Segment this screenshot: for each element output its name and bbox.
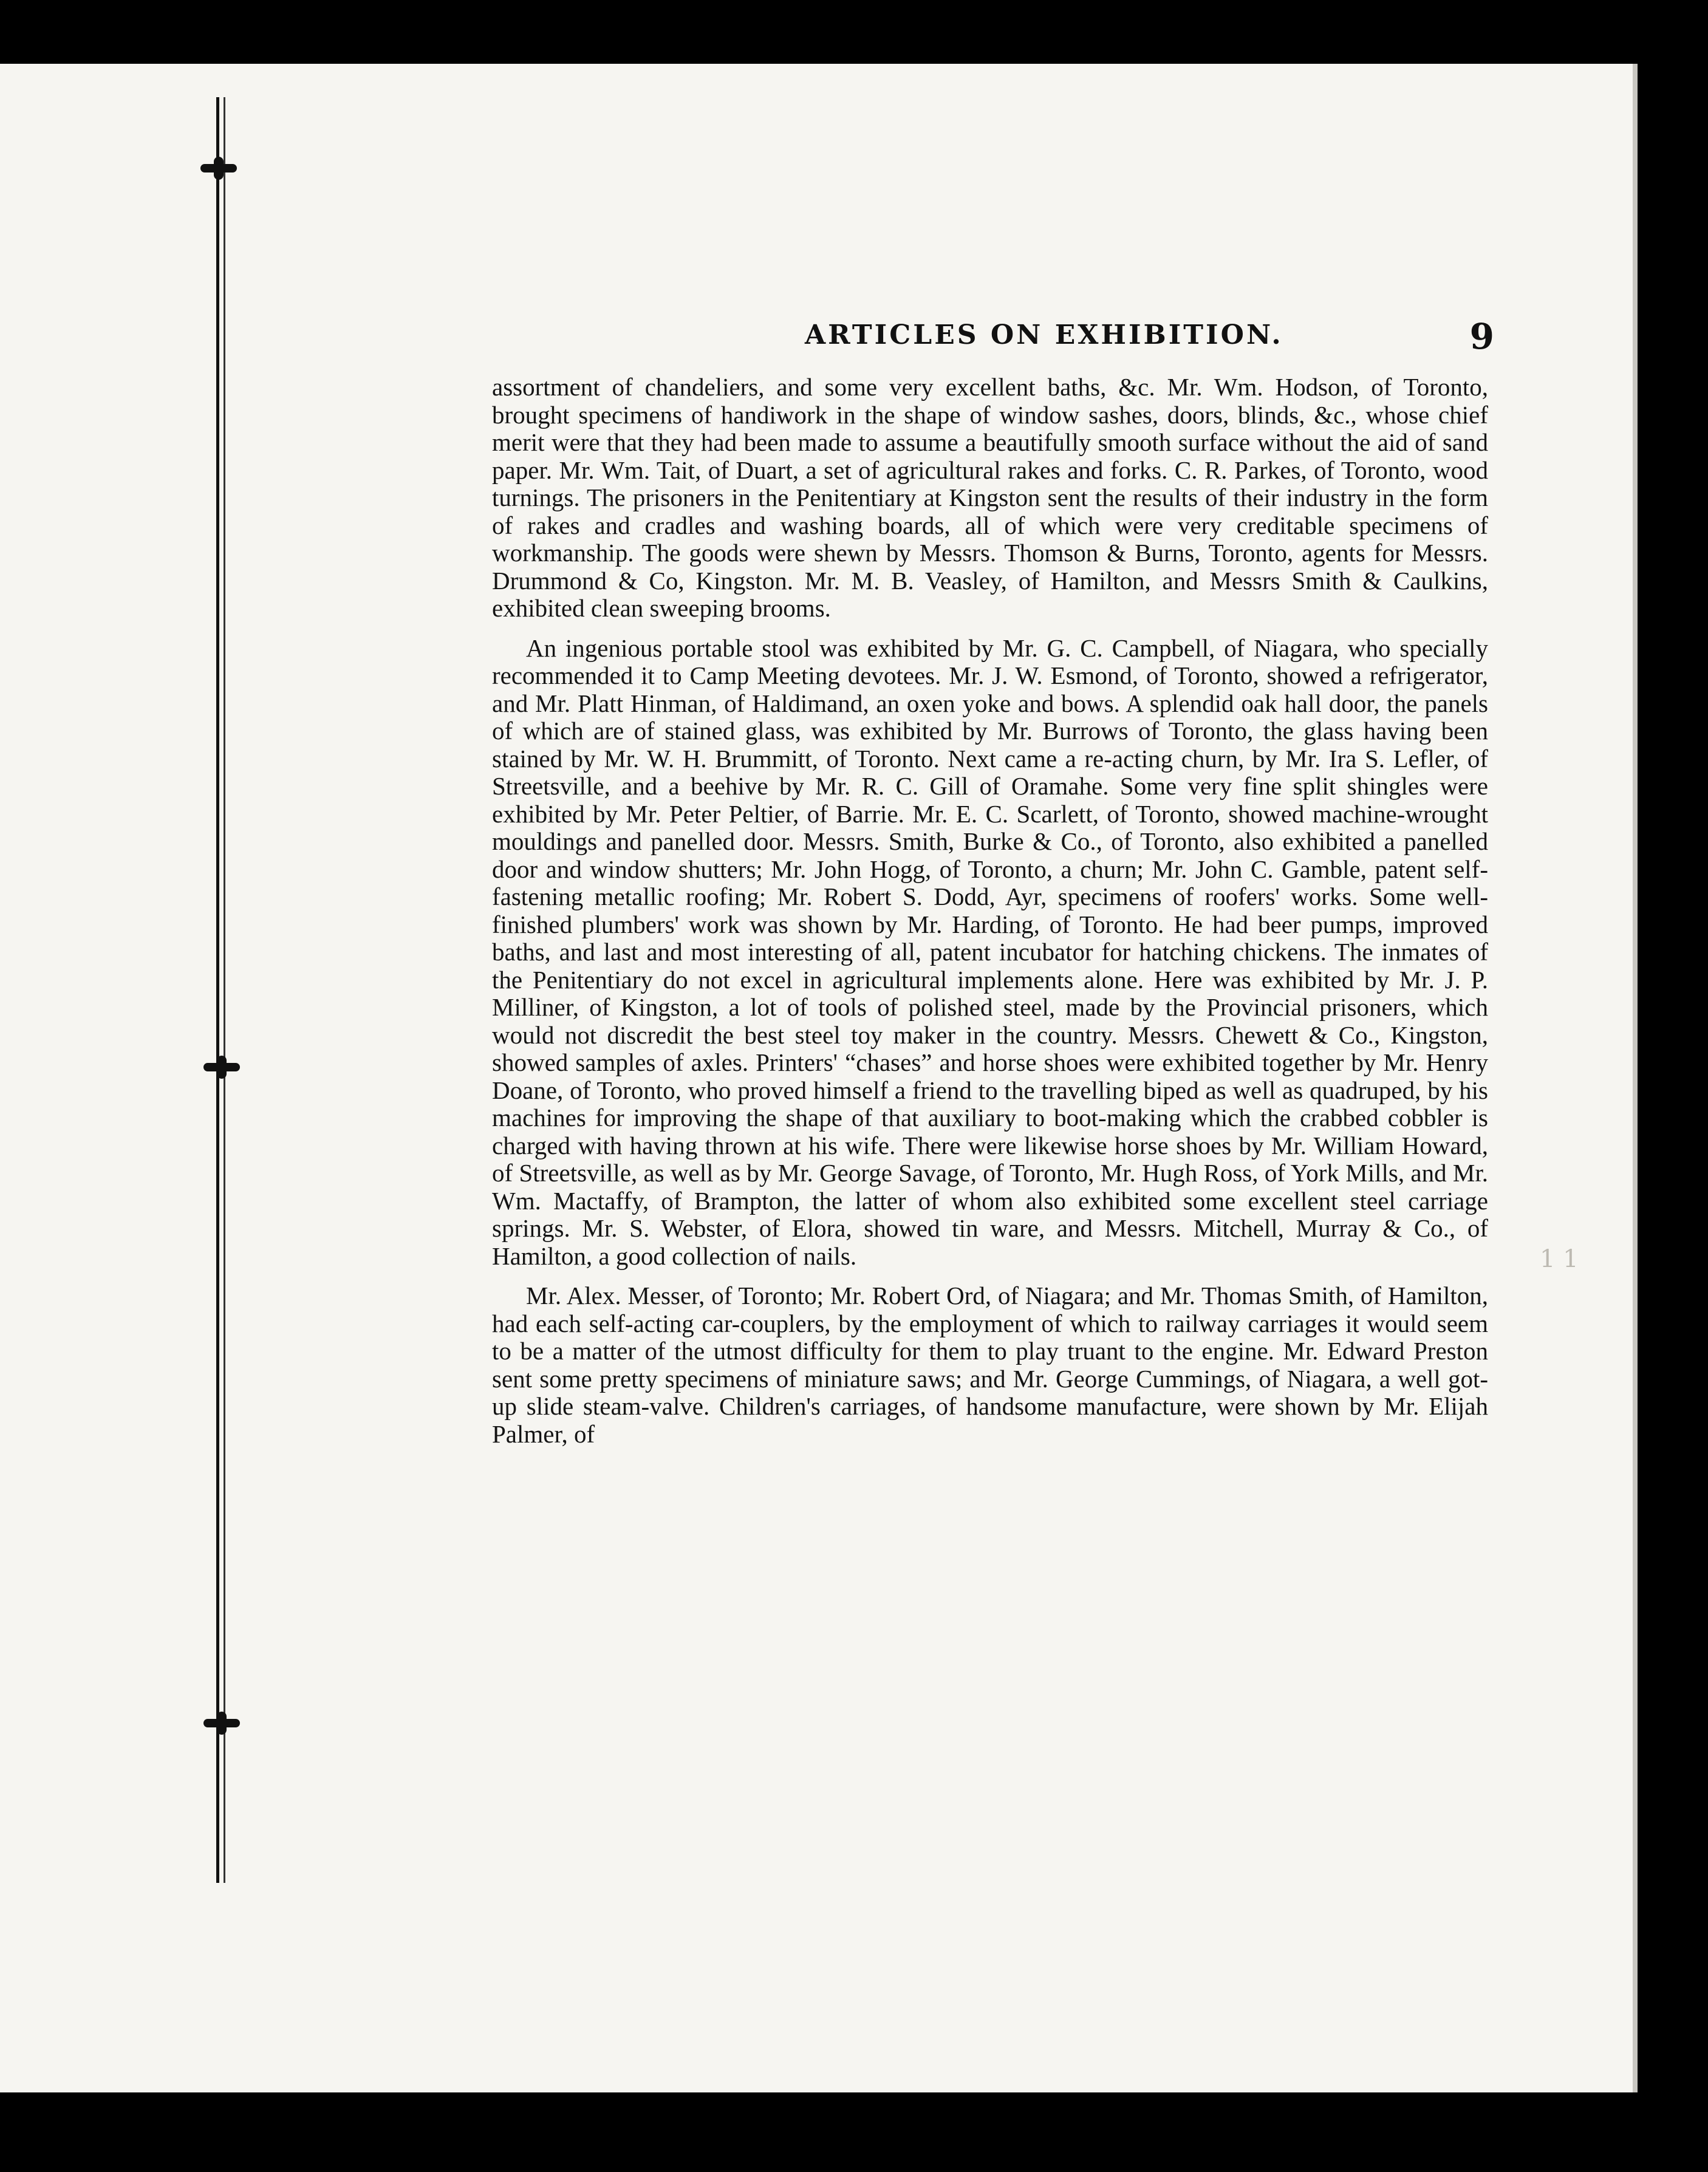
body-text: [492, 374, 1488, 1448]
binding-line-inner: [224, 97, 225, 1883]
stitch-knot: [217, 1056, 227, 1079]
binding-stitch: [203, 1719, 240, 1727]
binding-stitch: [203, 1063, 240, 1071]
running-head: ARTICLES ON EXHIBITION.: [805, 319, 1283, 350]
paragraph: assortment of chandeliers, and some very excellent baths, &c. Mr. Wm. Hodson, of Toronto, brought specimens of handiwork in the shape of window sashes, doors, blinds, &c., whose chief merit were that they had been made to assume a beautifully smooth surface without the aid of sand paper. Mr. Wm. Tait, of Duart, a set of agricultural rakes and forks. C. R. Parkes, of Toronto, wood turnings. The prisoners in the Penitentiary at Kingston sent the results of their industry in the form of rakes and cradles and washing boards, all of which were very creditable specimens of workmanship. The goods were shewn by Messrs. Thomson & Burns, Toronto, agents for Messrs. Drummond & Co, Kingston. Mr. M. B. Veasley, of Hamilton, and Messrs Smith & Caulkins, exhibited clean sweeping brooms.: [492, 373, 1488, 622]
page-header: [498, 316, 1494, 364]
binding-line: [216, 97, 219, 1883]
paragraph: Mr. Alex. Messer, of Toronto; Mr. Robert Ord, of Niagara; and Mr. Thomas Smith, of Hamilton, had each self-acting car-couplers, by the employment of which to railway carriages it would seem to be a matter of the utmost difficulty for them to play truant to the engine. Mr. Edward Preston sent some pretty specimens of miniature saws; and Mr. George Cummings, of Niagara, a well got-up slide steam-valve. Children's carriages, of handsome manufacture, were shown by Mr. Elijah Palmer, of: [492, 1282, 1488, 1448]
paragraph: An ingenious portable stool was exhibited by Mr. G. C. Campbell, of Niagara, who specially recommended it to Camp Meeting devotees. Mr. J. W. Esmond, of Toronto, showed a refrigerator, and Mr. Platt Hinman, of Haldimand, an oxen yoke and bows. A splendid oak hall door, the panels of which are of stained glass, was exhibited by Mr. Burrows of Toronto, the glass having been stained by Mr. W. H. Brummitt, of Toronto. Next came a re-acting churn, by Mr. Ira S. Lefler, of Streetsville, and a beehive by Mr. R. C. Gill of Oramahe. Some very fine split shingles were exhibited by Mr. Peter Peltier, of Barrie. Mr. E. C. Scarlett, of Toronto, showed machine-wrought mouldings and panelled door. Messrs. Smith, Burke & Co., of Toronto, also exhibited a panelled door and window shutters; Mr. John Hogg, of Toronto, a churn; Mr. John C. Gamble, patent self-fastening metallic roofing; Mr. Robert S. Dodd, Ayr, specimens of roofers' works. Some well-finished plumbers' work was shown by Mr. Harding, of Toronto. He had beer pumps, improved baths, and last and most interesting of all, patent incubator for hatching chickens. The inmates of the Penitentiary do not excel in agricultural implements alone. Here was exhibited by Mr. J. P. Milliner, of Kingston, a lot of tools of polished steel, made by the Provincial prisoners, which would not discredit the best steel toy maker in the country. Messrs. Chewett & Co., Kingston, showed samples of axles. Printers' “chases” and horse shoes were exhibited together by Mr. Henry Doane, of Toronto, who proved himself a friend to the travelling biped as well as quadruped, by his machines for improving the shape of that auxiliary to boot-making which the crabbed cobbler is charged with having thrown at his wife. There were likewise horse shoes by Mr. William Howard, of Streetsville, as well as by Mr. George Savage, of Toronto, Mr. Hugh Ross, of York Mills, and Mr. Wm. Mactaffy, of Brampton, the latter of whom also exhibited some excellent steel carriage springs. Mr. S. Webster, of Elora, showed tin ware, and Messrs. Mitchell, Murray & Co., of Hamilton, a good collection of nails.: [492, 634, 1488, 1270]
page-number: 9: [1469, 316, 1494, 357]
margin-mark: 1 1: [1540, 1245, 1579, 1273]
stitch-knot: [214, 157, 224, 180]
stitch-knot: [217, 1712, 227, 1735]
binding-stitch: [200, 164, 237, 172]
